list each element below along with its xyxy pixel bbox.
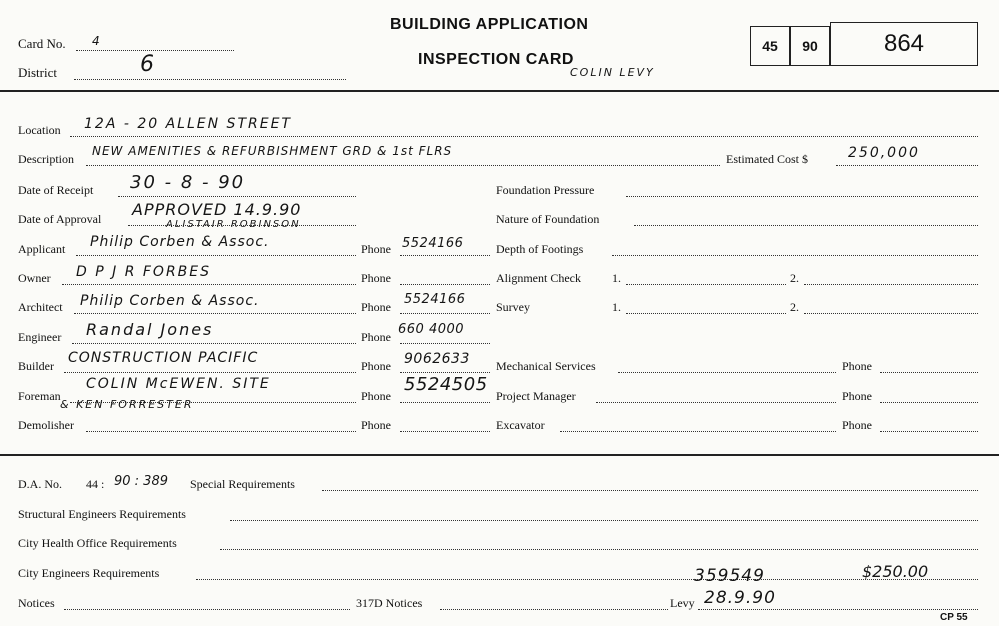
da-value: 90 : 389	[114, 474, 168, 489]
excavator-phone-line	[880, 431, 978, 432]
owner-label: Owner	[18, 271, 51, 285]
levy-label: Levy	[670, 596, 695, 610]
date-receipt-value: 30 - 8 - 90	[130, 172, 246, 193]
applicant-phone-line	[400, 255, 490, 256]
survey-num-1: 1.	[612, 300, 621, 314]
estimated-cost-line	[836, 165, 978, 166]
project-manager-phone-line	[880, 402, 978, 403]
levy-number: 359549	[694, 566, 765, 586]
foreman-label: Foreman	[18, 389, 61, 403]
card-box-a-text: 45	[762, 38, 778, 54]
applicant-phone-label: Phone	[361, 242, 391, 256]
date-approval-label: Date of Approval	[18, 212, 102, 226]
engineer-line	[72, 343, 356, 344]
survey-label: Survey	[496, 300, 530, 314]
title-note: COLIN LEVY	[570, 66, 655, 79]
mechanical-phone-line	[880, 372, 978, 373]
date-receipt-label: Date of Receipt	[18, 183, 94, 197]
levy-date: 28.9.90	[704, 588, 776, 608]
owner-phone-label: Phone	[361, 271, 391, 285]
mechanical-phone-label: Phone	[842, 359, 872, 373]
structural-requirements-line	[230, 520, 978, 521]
city-engineers-label: City Engineers Requirements	[18, 566, 160, 580]
survey-line-2	[804, 313, 978, 314]
card-box-a	[750, 26, 790, 66]
card-no-line	[76, 50, 234, 51]
location-label: Location	[18, 123, 61, 137]
health-requirements-label: City Health Office Requirements	[18, 536, 177, 550]
applicant-line	[76, 255, 356, 256]
approval-note: ALISTAIR ROBINSON	[166, 219, 301, 230]
alignment-check-label: Alignment Check	[496, 271, 581, 285]
estimated-cost-label: Estimated Cost $	[726, 152, 808, 166]
engineer-phone-line	[400, 343, 490, 344]
nature-foundation-label: Nature of Foundation	[496, 212, 600, 226]
owner-line	[62, 284, 356, 285]
builder-phone-label: Phone	[361, 359, 391, 373]
engineer-value: Randal Jones	[86, 320, 214, 339]
card-number-text: 864	[883, 30, 925, 57]
notices-label: Notices	[18, 596, 55, 610]
applicant-phone-value: 5524166	[402, 236, 464, 251]
demolisher-line	[86, 431, 356, 432]
location-line	[70, 136, 978, 137]
foundation-pressure-line	[626, 196, 978, 197]
date-approval-value: APPROVED 14.9.90	[132, 200, 302, 219]
project-manager-phone-label: Phone	[842, 389, 872, 403]
card-number-box	[830, 22, 978, 66]
card-no-value: 4	[92, 34, 102, 48]
nature-foundation-line	[634, 225, 978, 226]
levy-amount: $250.00	[862, 562, 929, 581]
architect-label: Architect	[18, 300, 63, 314]
project-manager-label: Project Manager	[496, 389, 576, 403]
demolisher-phone-label: Phone	[361, 418, 391, 432]
engineer-label: Engineer	[18, 330, 62, 344]
excavator-label: Excavator	[496, 418, 545, 432]
city-engineers-line	[196, 579, 978, 580]
excavator-line	[560, 431, 836, 432]
mechanical-line	[618, 372, 836, 373]
foreman-phone-label: Phone	[361, 389, 391, 403]
survey-line-1	[626, 313, 786, 314]
title-line-1: BUILDING APPLICATION	[390, 16, 589, 33]
special-requirements-label: Special Requirements	[190, 477, 295, 491]
district-value: 6	[140, 52, 156, 77]
da-label: D.A. No.	[18, 477, 62, 491]
engineer-phone-label: Phone	[361, 330, 391, 344]
levy-line	[698, 609, 978, 610]
depth-footings-label: Depth of Footings	[496, 242, 584, 256]
notices-317d-label: 317D Notices	[356, 596, 423, 610]
title-line-2: INSPECTION CARD	[418, 51, 574, 68]
alignment-check-num-1: 1.	[612, 271, 621, 285]
builder-label: Builder	[18, 359, 54, 373]
notices-line	[64, 609, 350, 610]
builder-value: CONSTRUCTION PACIFIC	[68, 350, 259, 366]
applicant-value: Philip Corben & Assoc.	[90, 234, 270, 250]
section-rule	[0, 454, 999, 456]
structural-requirements-label: Structural Engineers Requirements	[18, 507, 186, 521]
description-label: Description	[18, 152, 74, 166]
depth-footings-line	[612, 255, 978, 256]
architect-phone-line	[400, 313, 490, 314]
alignment-check-num-2: 2.	[790, 271, 799, 285]
architect-phone-value: 5524166	[404, 292, 466, 307]
district-label: District	[18, 65, 57, 80]
foreman-note: & KEN FORRESTER	[60, 398, 194, 411]
foreman-phone-value: 5524505	[404, 374, 488, 395]
health-requirements-line	[220, 549, 978, 550]
owner-value: D P J R FORBES	[76, 264, 212, 280]
foreman-value: COLIN McEWEN. SITE	[86, 376, 271, 392]
mechanical-label: Mechanical Services	[496, 359, 596, 373]
project-manager-line	[596, 402, 836, 403]
excavator-phone-label: Phone	[842, 418, 872, 432]
applicant-label: Applicant	[18, 242, 66, 256]
foundation-pressure-label: Foundation Pressure	[496, 183, 595, 197]
foreman-phone-line	[400, 402, 490, 403]
builder-line	[64, 372, 356, 373]
architect-value: Philip Corben & Assoc.	[80, 293, 260, 309]
demolisher-label: Demolisher	[18, 418, 74, 432]
card-box-b-text: 90	[802, 38, 818, 54]
card-no-label: Card No.	[18, 36, 66, 51]
survey-num-2: 2.	[790, 300, 799, 314]
description-line	[86, 165, 720, 166]
district-line	[74, 79, 346, 80]
estimated-cost-value: 250,000	[848, 145, 920, 161]
builder-phone-value: 9062633	[404, 351, 470, 367]
da-value-prefix: 44 :	[86, 477, 105, 491]
builder-phone-line	[400, 372, 490, 373]
engineer-phone-value: 660 4000	[398, 322, 465, 337]
location-value: 12A - 20 ALLEN STREET	[84, 116, 292, 132]
card-box-b	[790, 26, 830, 66]
demolisher-phone-line	[400, 431, 490, 432]
special-requirements-line	[322, 490, 978, 491]
header-rule	[0, 90, 999, 92]
alignment-check-line-1	[626, 284, 786, 285]
description-value: NEW AMENITIES & REFURBISHMENT GRD & 1st FLRS	[92, 144, 453, 158]
date-receipt-line	[118, 196, 356, 197]
architect-phone-label: Phone	[361, 300, 391, 314]
notices-317d-line	[440, 609, 668, 610]
form-code: CP 55	[940, 612, 968, 623]
alignment-check-line-2	[804, 284, 978, 285]
architect-line	[74, 313, 356, 314]
owner-phone-line	[400, 284, 490, 285]
